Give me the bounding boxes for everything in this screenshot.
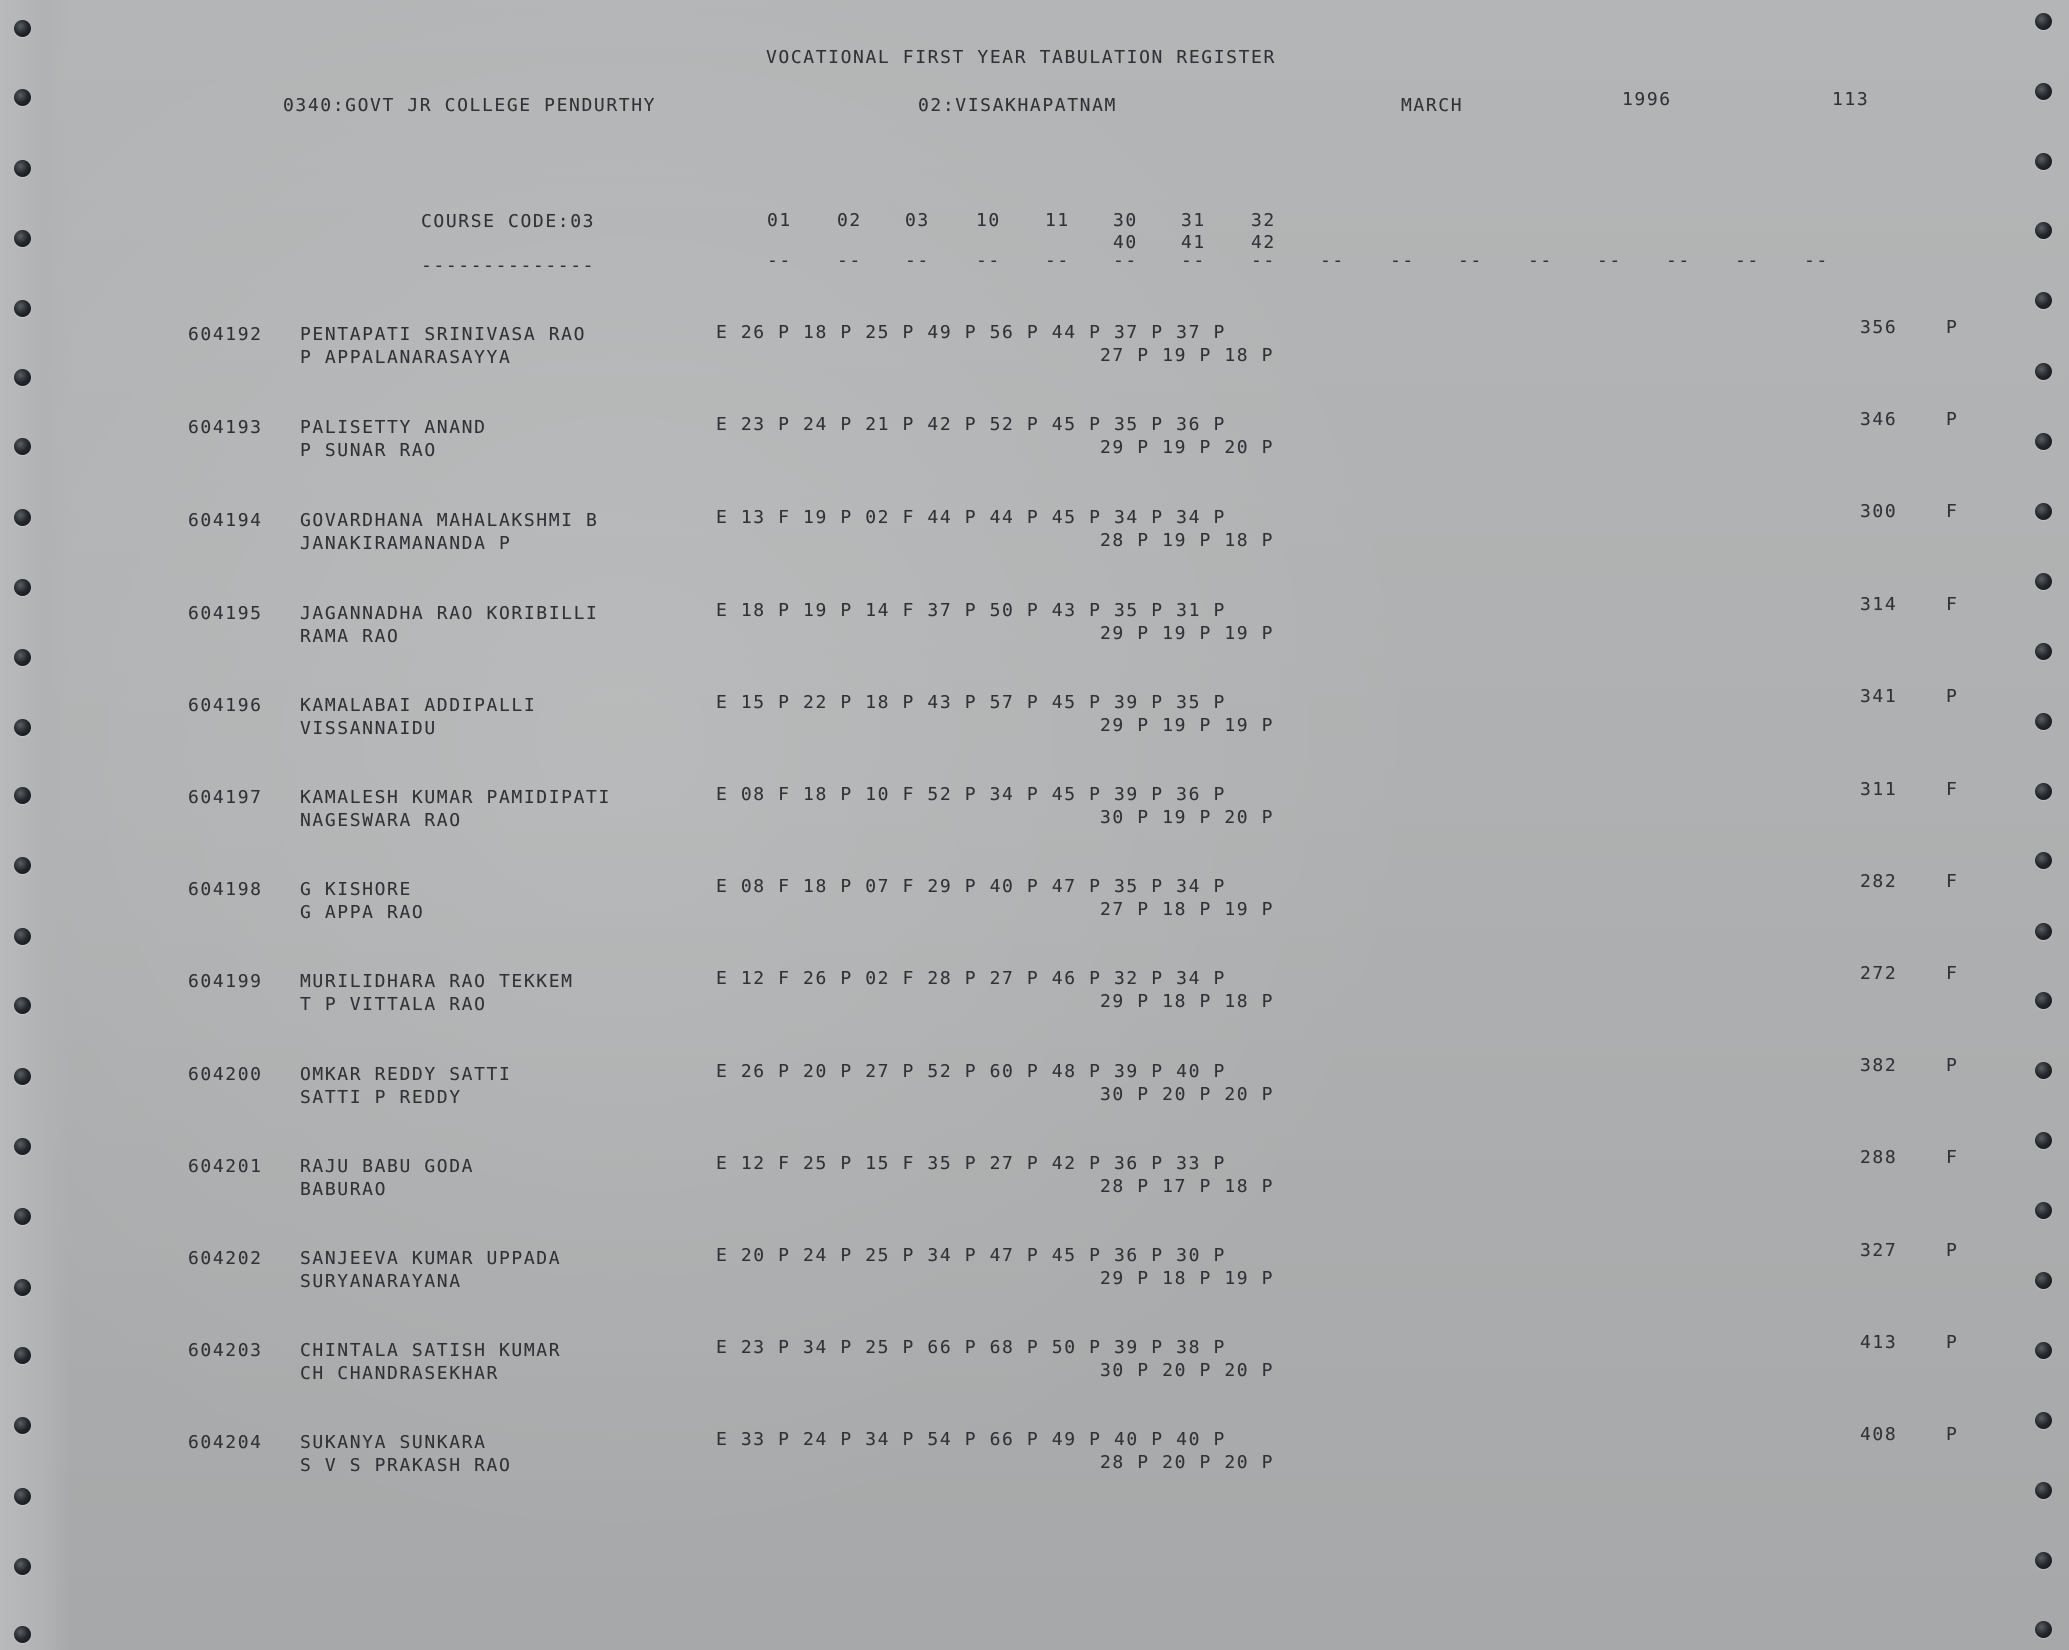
result-status: P [1946, 686, 1959, 707]
left-tractor-hole [14, 300, 31, 317]
additional-marks-line: 29 P 18 P 18 P [1100, 991, 1275, 1012]
column-dash: -- [1045, 250, 1070, 271]
parent-name: SURYANARAYANA [300, 1271, 462, 1292]
left-tractor-hole [14, 1279, 31, 1296]
parent-name: SATTI P REDDY [300, 1087, 462, 1108]
exam-year: 1996 [1622, 89, 1672, 110]
left-tractor-hole [14, 438, 31, 455]
left-tractor-hole [14, 230, 31, 247]
column-dash: -- [1597, 250, 1622, 271]
parent-name: JANAKIRAMANANDA P [300, 533, 512, 554]
student-name: SANJEEVA KUMAR UPPADA [300, 1248, 562, 1269]
additional-marks-line: 30 P 20 P 20 P [1100, 1360, 1275, 1381]
additional-marks-line: 27 P 19 P 18 P [1100, 345, 1275, 366]
student-name: PALISETTY ANAND [300, 417, 487, 438]
subject-marks-line: E 26 P 20 P 27 P 52 P 60 P 48 P 39 P 40 P [716, 1061, 1226, 1082]
left-tractor-hole [14, 928, 31, 945]
total-marks: 413 [1860, 1332, 1898, 1353]
right-tractor-hole [2035, 1132, 2052, 1149]
result-status: F [1946, 779, 1959, 800]
right-tractor-hole [2035, 1552, 2052, 1569]
left-tractor-hole [14, 1558, 31, 1575]
right-tractor-hole [2035, 1412, 2052, 1429]
column-dash: -- [837, 250, 862, 271]
additional-marks-line: 29 P 19 P 19 P [1100, 623, 1275, 644]
right-tractor-hole [2035, 433, 2052, 450]
subject-marks-line: E 08 F 18 P 07 F 29 P 40 P 47 P 35 P 34 P [716, 876, 1226, 897]
right-tractor-hole [2035, 222, 2052, 239]
total-marks: 327 [1860, 1240, 1898, 1261]
subject-code-10: 10 [976, 210, 1001, 231]
subject-marks-line: E 12 F 25 P 15 F 35 P 27 P 42 P 36 P 33 P [716, 1153, 1226, 1174]
result-status: F [1946, 501, 1959, 522]
result-status: P [1946, 409, 1959, 430]
left-tractor-hole [14, 579, 31, 596]
student-roll-number: 604198 [188, 879, 263, 900]
right-tractor-hole [2035, 783, 2052, 800]
result-status: P [1946, 317, 1959, 338]
parent-name: S V S PRAKASH RAO [300, 1455, 512, 1476]
subject-marks-line: E 12 F 26 P 02 F 28 P 27 P 46 P 32 P 34 P [716, 968, 1226, 989]
subject-marks-line: E 23 P 34 P 25 P 66 P 68 P 50 P 39 P 38 P [716, 1337, 1226, 1358]
subject-marks-line: E 23 P 24 P 21 P 42 P 52 P 45 P 35 P 36 P [716, 414, 1226, 435]
student-roll-number: 604197 [188, 787, 263, 808]
right-tractor-hole [2035, 573, 2052, 590]
district-code-name: 02:VISAKHAPATNAM [918, 95, 1117, 116]
right-tractor-hole [2035, 1482, 2052, 1499]
student-roll-number: 604192 [188, 324, 263, 345]
left-tractor-hole [14, 1068, 31, 1085]
right-tractor-hole [2035, 992, 2052, 1009]
student-name: JAGANNADHA RAO KORIBILLI [300, 603, 599, 624]
subject-code-40: 40 [1113, 232, 1138, 253]
subject-code-01: 01 [767, 210, 792, 231]
student-name: SUKANYA SUNKARA [300, 1432, 487, 1453]
right-tractor-hole [2035, 923, 2052, 940]
column-dash: -- [1804, 250, 1829, 271]
course-code-underline: -------------- [421, 255, 596, 276]
right-tractor-hole [2035, 643, 2052, 660]
subject-marks-line: E 18 P 19 P 14 F 37 P 50 P 43 P 35 P 31 P [716, 600, 1226, 621]
exam-month: MARCH [1401, 95, 1464, 116]
parent-name: G APPA RAO [300, 902, 425, 923]
result-status: F [1946, 871, 1959, 892]
student-roll-number: 604194 [188, 510, 263, 531]
student-name: CHINTALA SATISH KUMAR [300, 1340, 562, 1361]
right-tractor-hole [2035, 1272, 2052, 1289]
parent-name: BABURAO [300, 1179, 388, 1200]
left-tractor-hole [14, 997, 31, 1014]
student-name: GOVARDHANA MAHALAKSHMI B [300, 510, 599, 531]
right-tractor-hole [2035, 83, 2052, 100]
student-name: KAMALABAI ADDIPALLI [300, 695, 537, 716]
student-name: G KISHORE [300, 879, 412, 900]
column-dash: -- [905, 250, 930, 271]
result-status: P [1946, 1055, 1959, 1076]
student-name: PENTAPATI SRINIVASA RAO [300, 324, 587, 345]
left-tractor-hole [14, 719, 31, 736]
subject-code-41: 41 [1181, 232, 1206, 253]
left-tractor-hole [14, 787, 31, 804]
right-tractor-hole [2035, 292, 2052, 309]
parent-name: T P VITTALA RAO [300, 994, 487, 1015]
subject-marks-line: E 15 P 22 P 18 P 43 P 57 P 45 P 39 P 35 P [716, 692, 1226, 713]
page-number: 113 [1832, 89, 1870, 110]
column-dash: -- [1320, 250, 1345, 271]
subject-code-42: 42 [1251, 232, 1276, 253]
total-marks: 408 [1860, 1424, 1898, 1445]
subject-marks-line: E 20 P 24 P 25 P 34 P 47 P 45 P 36 P 30 P [716, 1245, 1226, 1266]
additional-marks-line: 28 P 19 P 18 P [1100, 530, 1275, 551]
subject-code-02: 02 [837, 210, 862, 231]
subject-code-11: 11 [1045, 210, 1070, 231]
college-code-name: 0340:GOVT JR COLLEGE PENDURTHY [283, 95, 657, 116]
left-tractor-hole [14, 369, 31, 386]
right-tractor-hole [2035, 1342, 2052, 1359]
additional-marks-line: 29 P 18 P 19 P [1100, 1268, 1275, 1289]
student-roll-number: 604201 [188, 1156, 263, 1177]
result-status: F [1946, 963, 1959, 984]
left-tractor-hole [14, 649, 31, 666]
left-tractor-hole [14, 160, 31, 177]
left-tractor-hole [14, 1208, 31, 1225]
result-status: P [1946, 1240, 1959, 1261]
parent-name: NAGESWARA RAO [300, 810, 462, 831]
left-tractor-hole [14, 20, 31, 37]
right-tractor-hole [2035, 713, 2052, 730]
right-tractor-hole [2035, 503, 2052, 520]
additional-marks-line: 27 P 18 P 19 P [1100, 899, 1275, 920]
student-name: RAJU BABU GODA [300, 1156, 475, 1177]
column-dash: -- [1458, 250, 1483, 271]
left-tractor-hole [14, 509, 31, 526]
total-marks: 282 [1860, 871, 1898, 892]
left-tractor-hole [14, 89, 31, 106]
student-roll-number: 604195 [188, 603, 263, 624]
result-status: P [1946, 1424, 1959, 1445]
total-marks: 356 [1860, 317, 1898, 338]
subject-marks-line: E 13 F 19 P 02 F 44 P 44 P 45 P 34 P 34 P [716, 507, 1226, 528]
total-marks: 346 [1860, 409, 1898, 430]
additional-marks-line: 29 P 19 P 19 P [1100, 715, 1275, 736]
left-paper-edge [0, 0, 70, 1650]
right-tractor-hole [2035, 153, 2052, 170]
right-tractor-hole [2035, 13, 2052, 30]
parent-name: CH CHANDRASEKHAR [300, 1363, 499, 1384]
additional-marks-line: 29 P 19 P 20 P [1100, 437, 1275, 458]
student-roll-number: 604203 [188, 1340, 263, 1361]
column-dash: -- [1390, 250, 1415, 271]
left-tractor-hole [14, 1138, 31, 1155]
total-marks: 272 [1860, 963, 1898, 984]
right-tractor-hole [2035, 1062, 2052, 1079]
left-tractor-hole [14, 1488, 31, 1505]
total-marks: 314 [1860, 594, 1898, 615]
result-status: F [1946, 594, 1959, 615]
right-tractor-hole [2035, 1621, 2052, 1638]
student-roll-number: 604200 [188, 1064, 263, 1085]
total-marks: 288 [1860, 1147, 1898, 1168]
column-dash: -- [1181, 250, 1206, 271]
left-tractor-hole [14, 1347, 31, 1364]
student-name: KAMALESH KUMAR PAMIDIPATI [300, 787, 611, 808]
student-roll-number: 604204 [188, 1432, 263, 1453]
column-dash: -- [767, 250, 792, 271]
result-status: P [1946, 1332, 1959, 1353]
student-roll-number: 604202 [188, 1248, 263, 1269]
student-name: OMKAR REDDY SATTI [300, 1064, 512, 1085]
student-roll-number: 604196 [188, 695, 263, 716]
result-status: F [1946, 1147, 1959, 1168]
student-roll-number: 604199 [188, 971, 263, 992]
subject-code-30: 30 [1113, 210, 1138, 231]
parent-name: P SUNAR RAO [300, 440, 437, 461]
parent-name: RAMA RAO [300, 626, 400, 647]
column-dash: -- [1666, 250, 1691, 271]
additional-marks-line: 28 P 17 P 18 P [1100, 1176, 1275, 1197]
subject-code-03: 03 [905, 210, 930, 231]
additional-marks-line: 30 P 19 P 20 P [1100, 807, 1275, 828]
register-title: VOCATIONAL FIRST YEAR TABULATION REGISTER [766, 47, 1276, 68]
column-dash: -- [1528, 250, 1553, 271]
subject-code-31: 31 [1181, 210, 1206, 231]
left-tractor-hole [14, 1626, 31, 1643]
right-tractor-hole [2035, 1202, 2052, 1219]
column-dash: -- [976, 250, 1001, 271]
subject-marks-line: E 33 P 24 P 34 P 54 P 66 P 49 P 40 P 40 P [716, 1429, 1226, 1450]
left-tractor-hole [14, 857, 31, 874]
subject-marks-line: E 26 P 18 P 25 P 49 P 56 P 44 P 37 P 37 P [716, 322, 1226, 343]
student-roll-number: 604193 [188, 417, 263, 438]
student-name: MURILIDHARA RAO TEKKEM [300, 971, 574, 992]
total-marks: 382 [1860, 1055, 1898, 1076]
right-tractor-hole [2035, 363, 2052, 380]
additional-marks-line: 28 P 20 P 20 P [1100, 1452, 1275, 1473]
total-marks: 341 [1860, 686, 1898, 707]
course-code-label: COURSE CODE:03 [421, 211, 596, 232]
subject-code-32: 32 [1251, 210, 1276, 231]
parent-name: P APPALANARASAYYA [300, 347, 512, 368]
subject-marks-line: E 08 F 18 P 10 F 52 P 34 P 45 P 39 P 36 P [716, 784, 1226, 805]
column-dash: -- [1113, 250, 1138, 271]
total-marks: 300 [1860, 501, 1898, 522]
total-marks: 311 [1860, 779, 1898, 800]
column-dash: -- [1251, 250, 1276, 271]
left-tractor-hole [14, 1417, 31, 1434]
additional-marks-line: 30 P 20 P 20 P [1100, 1084, 1275, 1105]
right-tractor-hole [2035, 852, 2052, 869]
parent-name: VISSANNAIDU [300, 718, 437, 739]
column-dash: -- [1735, 250, 1760, 271]
